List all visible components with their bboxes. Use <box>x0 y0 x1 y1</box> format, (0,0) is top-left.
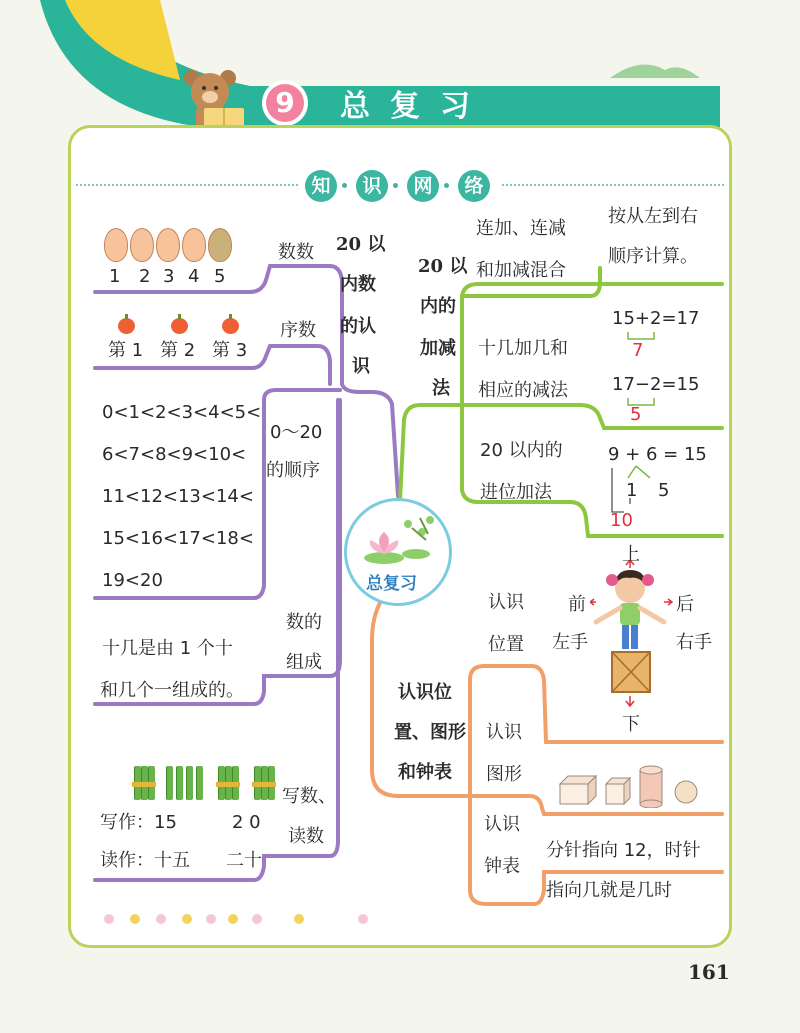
carry-equation: 9 + 6 = 15 <box>608 444 707 465</box>
ordinal-item: 第 3 <box>212 340 248 361</box>
shapes-label-line: 图形 <box>486 764 522 785</box>
carry-label-line: 20 以内的 <box>480 440 563 461</box>
position-branch-title-line: 认识位 <box>398 682 452 703</box>
split-part-a: 1 <box>626 480 638 501</box>
ordinal-item: 第 2 <box>160 340 196 361</box>
counting-label: 数数 <box>278 242 314 263</box>
position-branch-title-line: 置、图形 <box>394 722 466 743</box>
ordinal-item: 第 1 <box>108 340 144 361</box>
read-value: 二十 <box>226 850 262 871</box>
teens-label-line: 相应的减法 <box>478 380 568 401</box>
equation-1-hint: 7 <box>632 340 644 361</box>
flower-icon <box>182 914 192 924</box>
count-number: 2 <box>139 266 151 287</box>
equation-1: 15+2=17 <box>612 308 700 329</box>
equation-2: 17−2=15 <box>612 374 700 395</box>
flower-icon <box>252 914 262 924</box>
count-number: 3 <box>163 266 175 287</box>
direction-left-hand: 左手 <box>552 632 588 653</box>
left-branch-title-line: 20 以 <box>336 234 386 255</box>
position-branch-title-line: 和钟表 <box>398 762 452 783</box>
egg-icon <box>156 228 180 262</box>
direction-front: 前 <box>568 594 586 615</box>
write-value: 2 0 <box>232 812 261 833</box>
egg-icon <box>208 228 232 262</box>
left-branch-title-line: 识 <box>352 356 370 377</box>
page-number: 161 <box>688 960 730 984</box>
carry-result: 10 <box>610 510 633 531</box>
clock-label-line: 认识 <box>484 814 520 835</box>
order-line: 11<12<13<14< <box>102 486 254 507</box>
egg-icon <box>182 228 206 262</box>
page-title: 总复习 <box>340 89 490 124</box>
apple-icon <box>118 318 135 334</box>
shapes-label-line: 认识 <box>486 722 522 743</box>
apple-icon <box>222 318 239 334</box>
stick-icon <box>176 766 183 800</box>
apple-icon <box>171 318 188 334</box>
order-line: 19<20 <box>102 570 163 591</box>
writing-label-line: 写数、 <box>282 786 336 807</box>
section-title-char: 络 <box>458 170 490 202</box>
writing-label-line: 读数 <box>288 826 324 847</box>
direction-down: 下 <box>622 714 640 735</box>
stick-icon <box>196 766 203 800</box>
flower-icon <box>104 914 114 924</box>
count-number: 1 <box>109 266 121 287</box>
flower-icon <box>130 914 140 924</box>
section-title-char: 网 <box>407 170 439 202</box>
egg-icon <box>130 228 154 262</box>
position-label-line: 认识 <box>488 592 524 613</box>
calc-branch-title-line: 内的 <box>420 296 456 317</box>
clock-rule-line: 指向几就是几时 <box>546 880 672 901</box>
calc-branch-title-line: 加减 <box>420 338 456 359</box>
order-label-line: 0～20 <box>270 422 323 443</box>
direction-arrows <box>590 560 680 720</box>
mixed-label-line: 和加减混合 <box>476 260 566 281</box>
clock-rule-line: 分针指向 12，时针 <box>546 840 701 861</box>
mixed-label-line: 连加、连减 <box>476 218 566 239</box>
composition-line: 和几个一组成的。 <box>100 680 244 701</box>
order-line: 15<16<17<18< <box>102 528 254 549</box>
mixed-rule-line: 按从左到右 <box>608 206 698 227</box>
left-branch-title-line: 的认 <box>340 316 376 337</box>
flower-icon <box>358 914 368 924</box>
bundle-band <box>132 782 156 787</box>
order-label-line: 的顺序 <box>266 460 320 481</box>
carry-label-line: 进位加法 <box>480 482 552 503</box>
flower-icon <box>156 914 166 924</box>
stick-icon <box>166 766 173 800</box>
calc-branch-title-line: 法 <box>432 378 450 399</box>
count-number: 4 <box>188 266 200 287</box>
mixed-rule-line: 顺序计算。 <box>608 246 698 267</box>
order-line: 6<7<8<9<10< <box>102 444 247 465</box>
position-label-line: 位置 <box>488 634 524 655</box>
ordinal-label: 序数 <box>280 320 316 341</box>
order-line: 0<1<2<3<4<5< <box>102 402 262 423</box>
direction-up: 上 <box>622 544 640 565</box>
calc-branch-title-line: 20 以 <box>418 256 468 277</box>
flower-icon <box>206 914 216 924</box>
flower-icon <box>228 914 238 924</box>
read-label: 读作：十五 <box>100 850 190 871</box>
count-number: 5 <box>214 266 226 287</box>
stick-icon <box>186 766 193 800</box>
egg-icon <box>104 228 128 262</box>
equation-2-hint: 5 <box>630 404 642 425</box>
write-label: 写作：15 <box>100 812 177 833</box>
lotus-pond-icon <box>356 510 442 568</box>
composition-label-line: 数的 <box>286 612 322 633</box>
solid-shapes-icon <box>556 764 706 808</box>
section-title-char: 知 <box>305 170 337 202</box>
composition-line: 十几是由 1 个十 <box>102 638 233 659</box>
center-label: 总复习 <box>366 574 417 594</box>
chapter-number: 9 <box>266 84 304 122</box>
bundle-band <box>216 782 240 787</box>
teens-label-line: 十几加几和 <box>478 338 568 359</box>
direction-right-hand: 右手 <box>676 632 712 653</box>
clock-label-line: 钟表 <box>484 856 520 877</box>
section-title-char: 识 <box>356 170 388 202</box>
composition-label-line: 组成 <box>286 652 322 673</box>
left-branch-title-line: 内数 <box>340 274 376 295</box>
direction-back: 后 <box>676 594 694 615</box>
split-part-b: 5 <box>658 480 670 501</box>
flower-icon <box>294 914 304 924</box>
bundle-band <box>252 782 276 787</box>
